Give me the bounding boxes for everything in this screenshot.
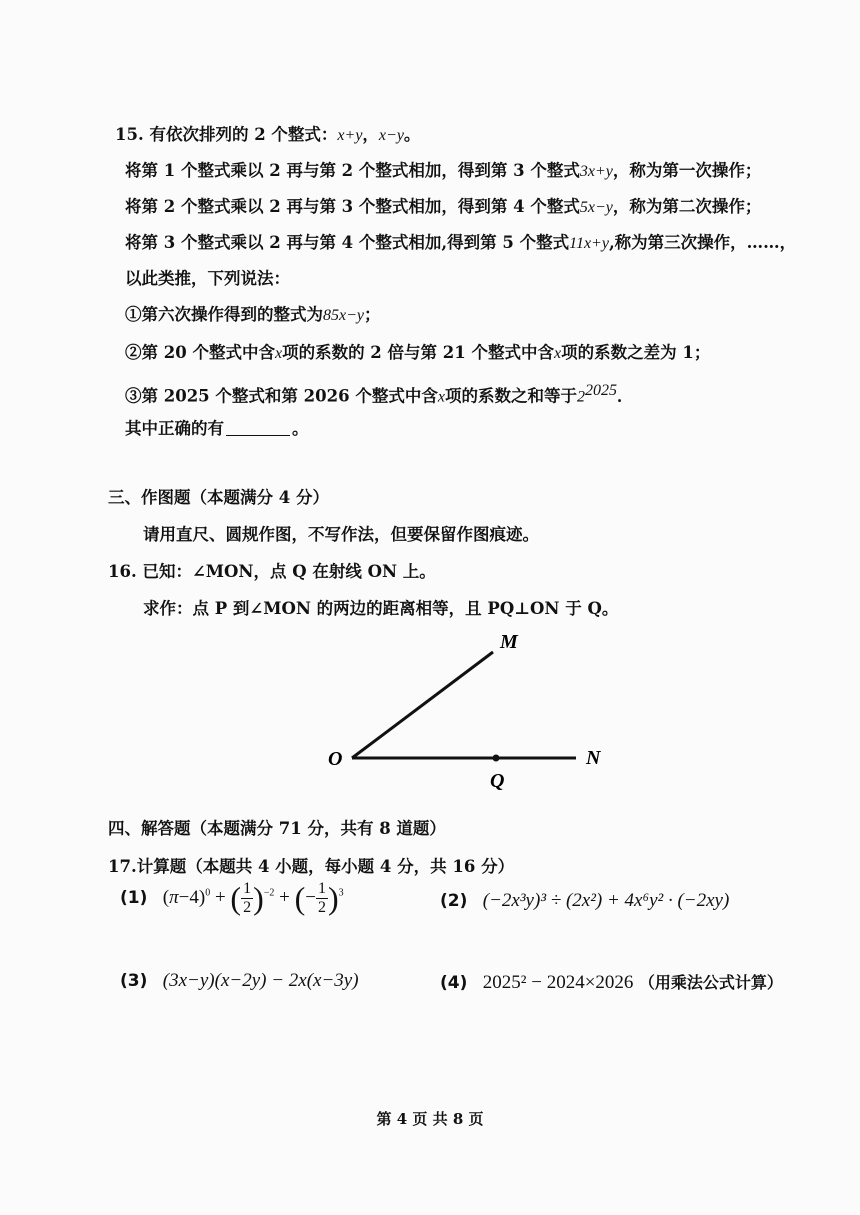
part-1-expression: $(\pi-4)^0$ + ( $\frac{1}{2}$ )$^{-2}$ + (− $\frac{1}{2}$ )$^3$ xyxy=(162,880,344,916)
part-2-number: (2) xyxy=(440,891,468,911)
answer-blank[interactable] xyxy=(226,419,290,436)
q15-op1: 将第 1 个整式乘以 2 再与第 2 个整式相加，得到第 3 个整式3x+y，称为第一次操作； xyxy=(125,161,762,180)
q15-title: 15. 有依次排列的 2 个整式：x+y，x−y。 xyxy=(115,125,421,144)
label-o: O xyxy=(328,748,343,770)
q17-part-4 xyxy=(440,970,783,994)
q16-task: 求作：点 P 到∠MON 的两边的距离相等，且 PQ⊥ON 于 Q。 xyxy=(143,599,619,618)
part-3-number: (3) xyxy=(120,971,148,991)
part-4-note: （用乘法公式计算） xyxy=(638,973,783,992)
q15-infer: 以此类推，下列说法： xyxy=(125,269,290,288)
section3-instruction: 请用直尺、圆规作图，不写作法，但要保留作图痕迹。 xyxy=(143,525,539,544)
q17-heading: 17.计算题（本题共 4 小题，每小题 4 分，共 16 分） xyxy=(108,857,515,876)
q17-part-1 xyxy=(120,880,344,917)
q17-part-3 xyxy=(120,970,359,992)
part-4-expression: 2025² − 2024×2026 xyxy=(482,972,634,993)
section3-heading: 三、作图题（本题满分 4 分） xyxy=(108,488,329,507)
ray-om xyxy=(352,652,493,758)
page-footer: 第 4 页 共 8 页 xyxy=(376,1110,484,1128)
part-3-expression: (3x−y)(x−2y) − 2x(x−3y) xyxy=(162,970,359,991)
section4-heading: 四、解答题（本题满分 71 分，共有 8 道题） xyxy=(108,819,446,838)
q15-op3: 将第 3 个整式乘以 2 再与第 4 个整式相加,得到第 5 个整式11x+y,称为第三次操作，……， xyxy=(125,233,797,252)
part-2-expression: (−2x³y)³ ÷ (2x²) + 4x⁶y² · (−2xy) xyxy=(482,890,730,911)
part-4-number: (4) xyxy=(440,973,468,993)
label-q: Q xyxy=(490,770,505,792)
label-n: N xyxy=(586,747,601,769)
part-1-number: (1) xyxy=(120,887,148,908)
q17-part-2 xyxy=(440,890,729,912)
angle-mon-figure xyxy=(300,620,640,800)
q16-given: 16. 已知：∠MON，点 Q 在射线 ON 上。 xyxy=(108,562,436,581)
label-m: M xyxy=(500,631,518,653)
q15-op2: 将第 2 个整式乘以 2 再与第 3 个整式相加，得到第 4 个整式5x−y，称为第二次操作； xyxy=(125,197,762,216)
q15-statement-3: ③第 2025 个整式和第 2026 个整式中含x项的系数之和等于$2^{2025}$． xyxy=(125,382,634,406)
point-q xyxy=(493,755,500,762)
q15-statement-1: ①第六次操作得到的整式为85x−y； xyxy=(125,305,381,324)
q15-answer: 其中正确的有 。 xyxy=(125,419,309,438)
q15-statement-2: ②第 20 个整式中含x项的系数的 2 倍与第 21 个整式中含x项的系数之差为 1； xyxy=(125,343,711,362)
